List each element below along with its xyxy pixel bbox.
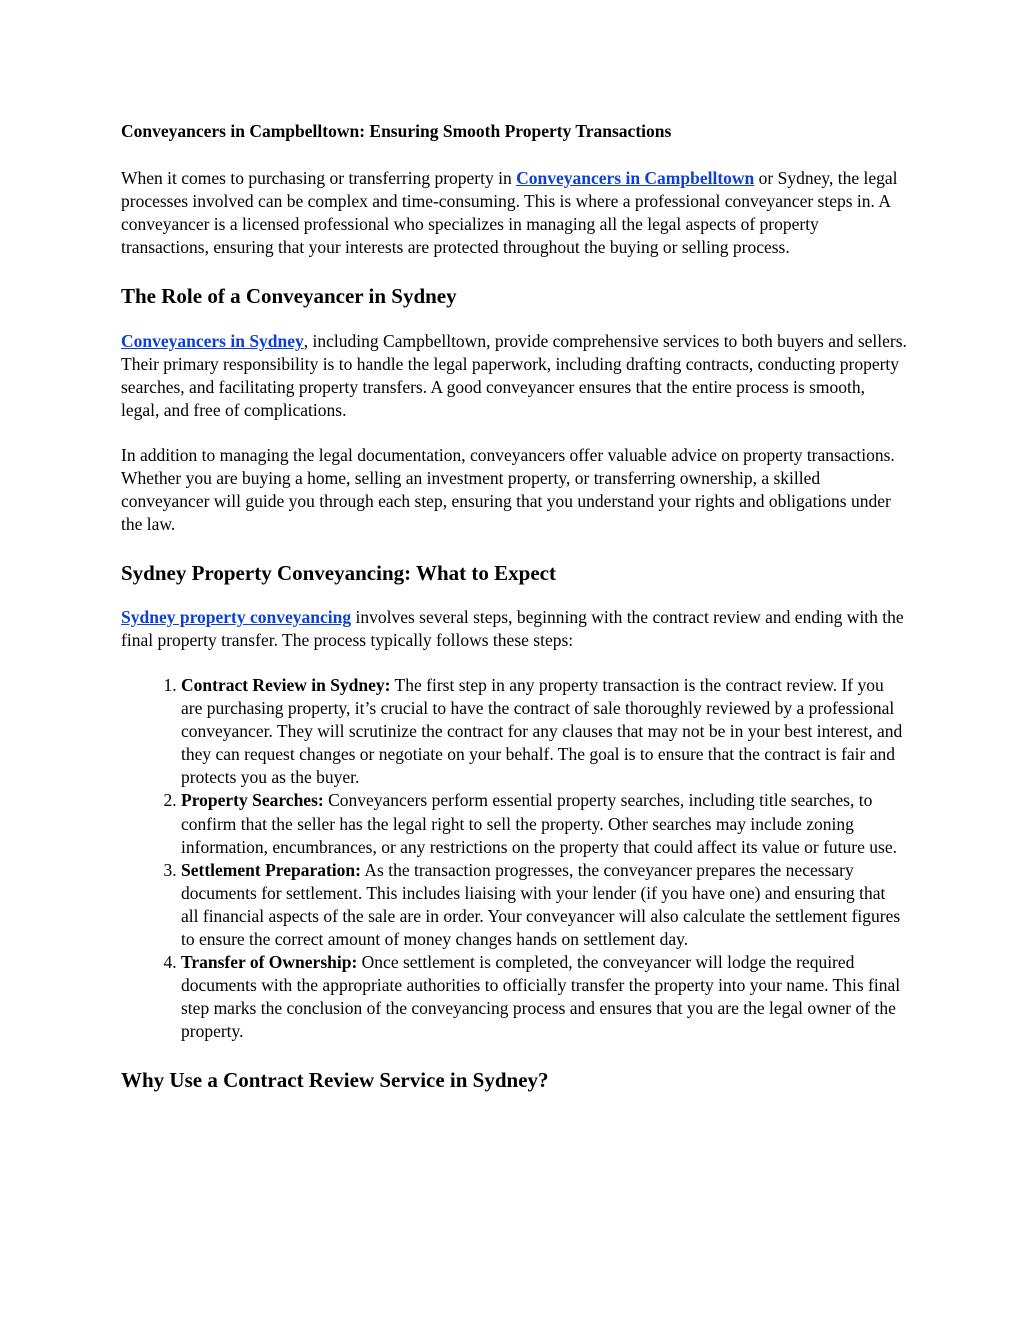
- step-label: Contract Review in Sydney:: [181, 675, 391, 695]
- intro-text-before: When it comes to purchasing or transferring property in: [121, 168, 517, 188]
- document-page: [121, 120, 907, 1113]
- steps-list: [121, 674, 907, 1044]
- step-text: Conveyancers perform essential property searches, including title searches, to confirm that the seller has the legal right to sell the property. Other searches may include zoning information, encumbrances, or any restrictions on the property that could affect its value or future use.: [181, 790, 897, 857]
- step-text: The first step in any property transaction is the contract review. If you are purchasing property, it’s crucial to have the contract of sale thoroughly reviewed by a professional conveyancer. They will scrutinize the contract for any clauses that may not be in your best interest, and they can request changes or negotiate on your behalf. The goal is to ensure that the contract is fair and protects you as the buyer.: [181, 675, 903, 788]
- step-label: Transfer of Ownership:: [181, 952, 358, 973]
- step-item-property-searches: [181, 789, 907, 858]
- step-label: Property Searches:: [181, 790, 324, 811]
- role-paragraph-1-text: , including Campbelltown, provide comprehensive services to both buyers and sellers. Their primary responsibility is to handle the legal paperwork, including drafting contracts, conducting property searches, and facilitating property transfers. A good conveyancer ensures that the entire process is smooth, legal, and free of complications.: [121, 331, 907, 420]
- role-paragraph-1: [121, 330, 907, 422]
- heading-what-to-expect: Sydney Property Conveyancing: What to Expect: [121, 561, 556, 585]
- heading-why-contract-review: Why Use a Contract Review Service in Sydney?: [121, 1067, 549, 1092]
- expect-paragraph-text: involves several steps, beginning with the contract review and ending with the final property transfer. The process typically follows these steps:: [121, 607, 904, 650]
- step-label: Settlement Preparation:: [181, 859, 361, 880]
- heading-role-of-conveyancer: The Role of a Conveyancer in Sydney: [121, 284, 457, 308]
- link-conveyancers-sydney[interactable]: Conveyancers in Sydney: [121, 331, 304, 351]
- link-conveyancers-campbelltown[interactable]: Conveyancers in Campbelltown: [516, 168, 755, 188]
- intro-text-after: or Sydney, the legal processes involved can be complex and time-consuming. This is where a professional conveyancer steps in. A conveyancer is a licensed professional who specializes in managing all the legal aspects of property transactions, ensuring that your interests are protected throughout the buying or selling process.: [121, 168, 898, 257]
- step-item-settlement-preparation: [181, 859, 907, 951]
- step-item-transfer-of-ownership: [181, 951, 907, 1043]
- step-text: As the transaction progresses, the conveyancer prepares the necessary documents for settlement. This includes liaising with your lender (if you have one) and ensuring that all financial aspects of the sale are in order. Your conveyancer will also calculate the settlement figures to ensure the correct amount of money changes hands on settlement day.: [181, 859, 901, 950]
- link-sydney-property-conveyancing[interactable]: Sydney property conveyancing: [121, 607, 352, 627]
- intro-paragraph: [121, 167, 907, 259]
- step-item-contract-review: [181, 674, 907, 789]
- step-text: Once settlement is completed, the conveyancer will lodge the required documents with the appropriate authorities to officially transfer the property into your name. This final step marks the conclusion of the conveyancing process and ensures that you are the legal owner of the property.: [181, 952, 901, 1042]
- document-title: Conveyancers in Campbelltown: Ensuring Smooth Property Transactions: [121, 121, 672, 141]
- role-paragraph-2: In addition to managing the legal documentation, conveyancers offer valuable advice on property transactions. Whether you are buying a home, selling an investment property, or transferring ownership, a skilled conveyancer will guide you through each step, ensuring that you understand your rights and obligations under the law.: [121, 445, 895, 534]
- expect-paragraph: [121, 606, 907, 652]
